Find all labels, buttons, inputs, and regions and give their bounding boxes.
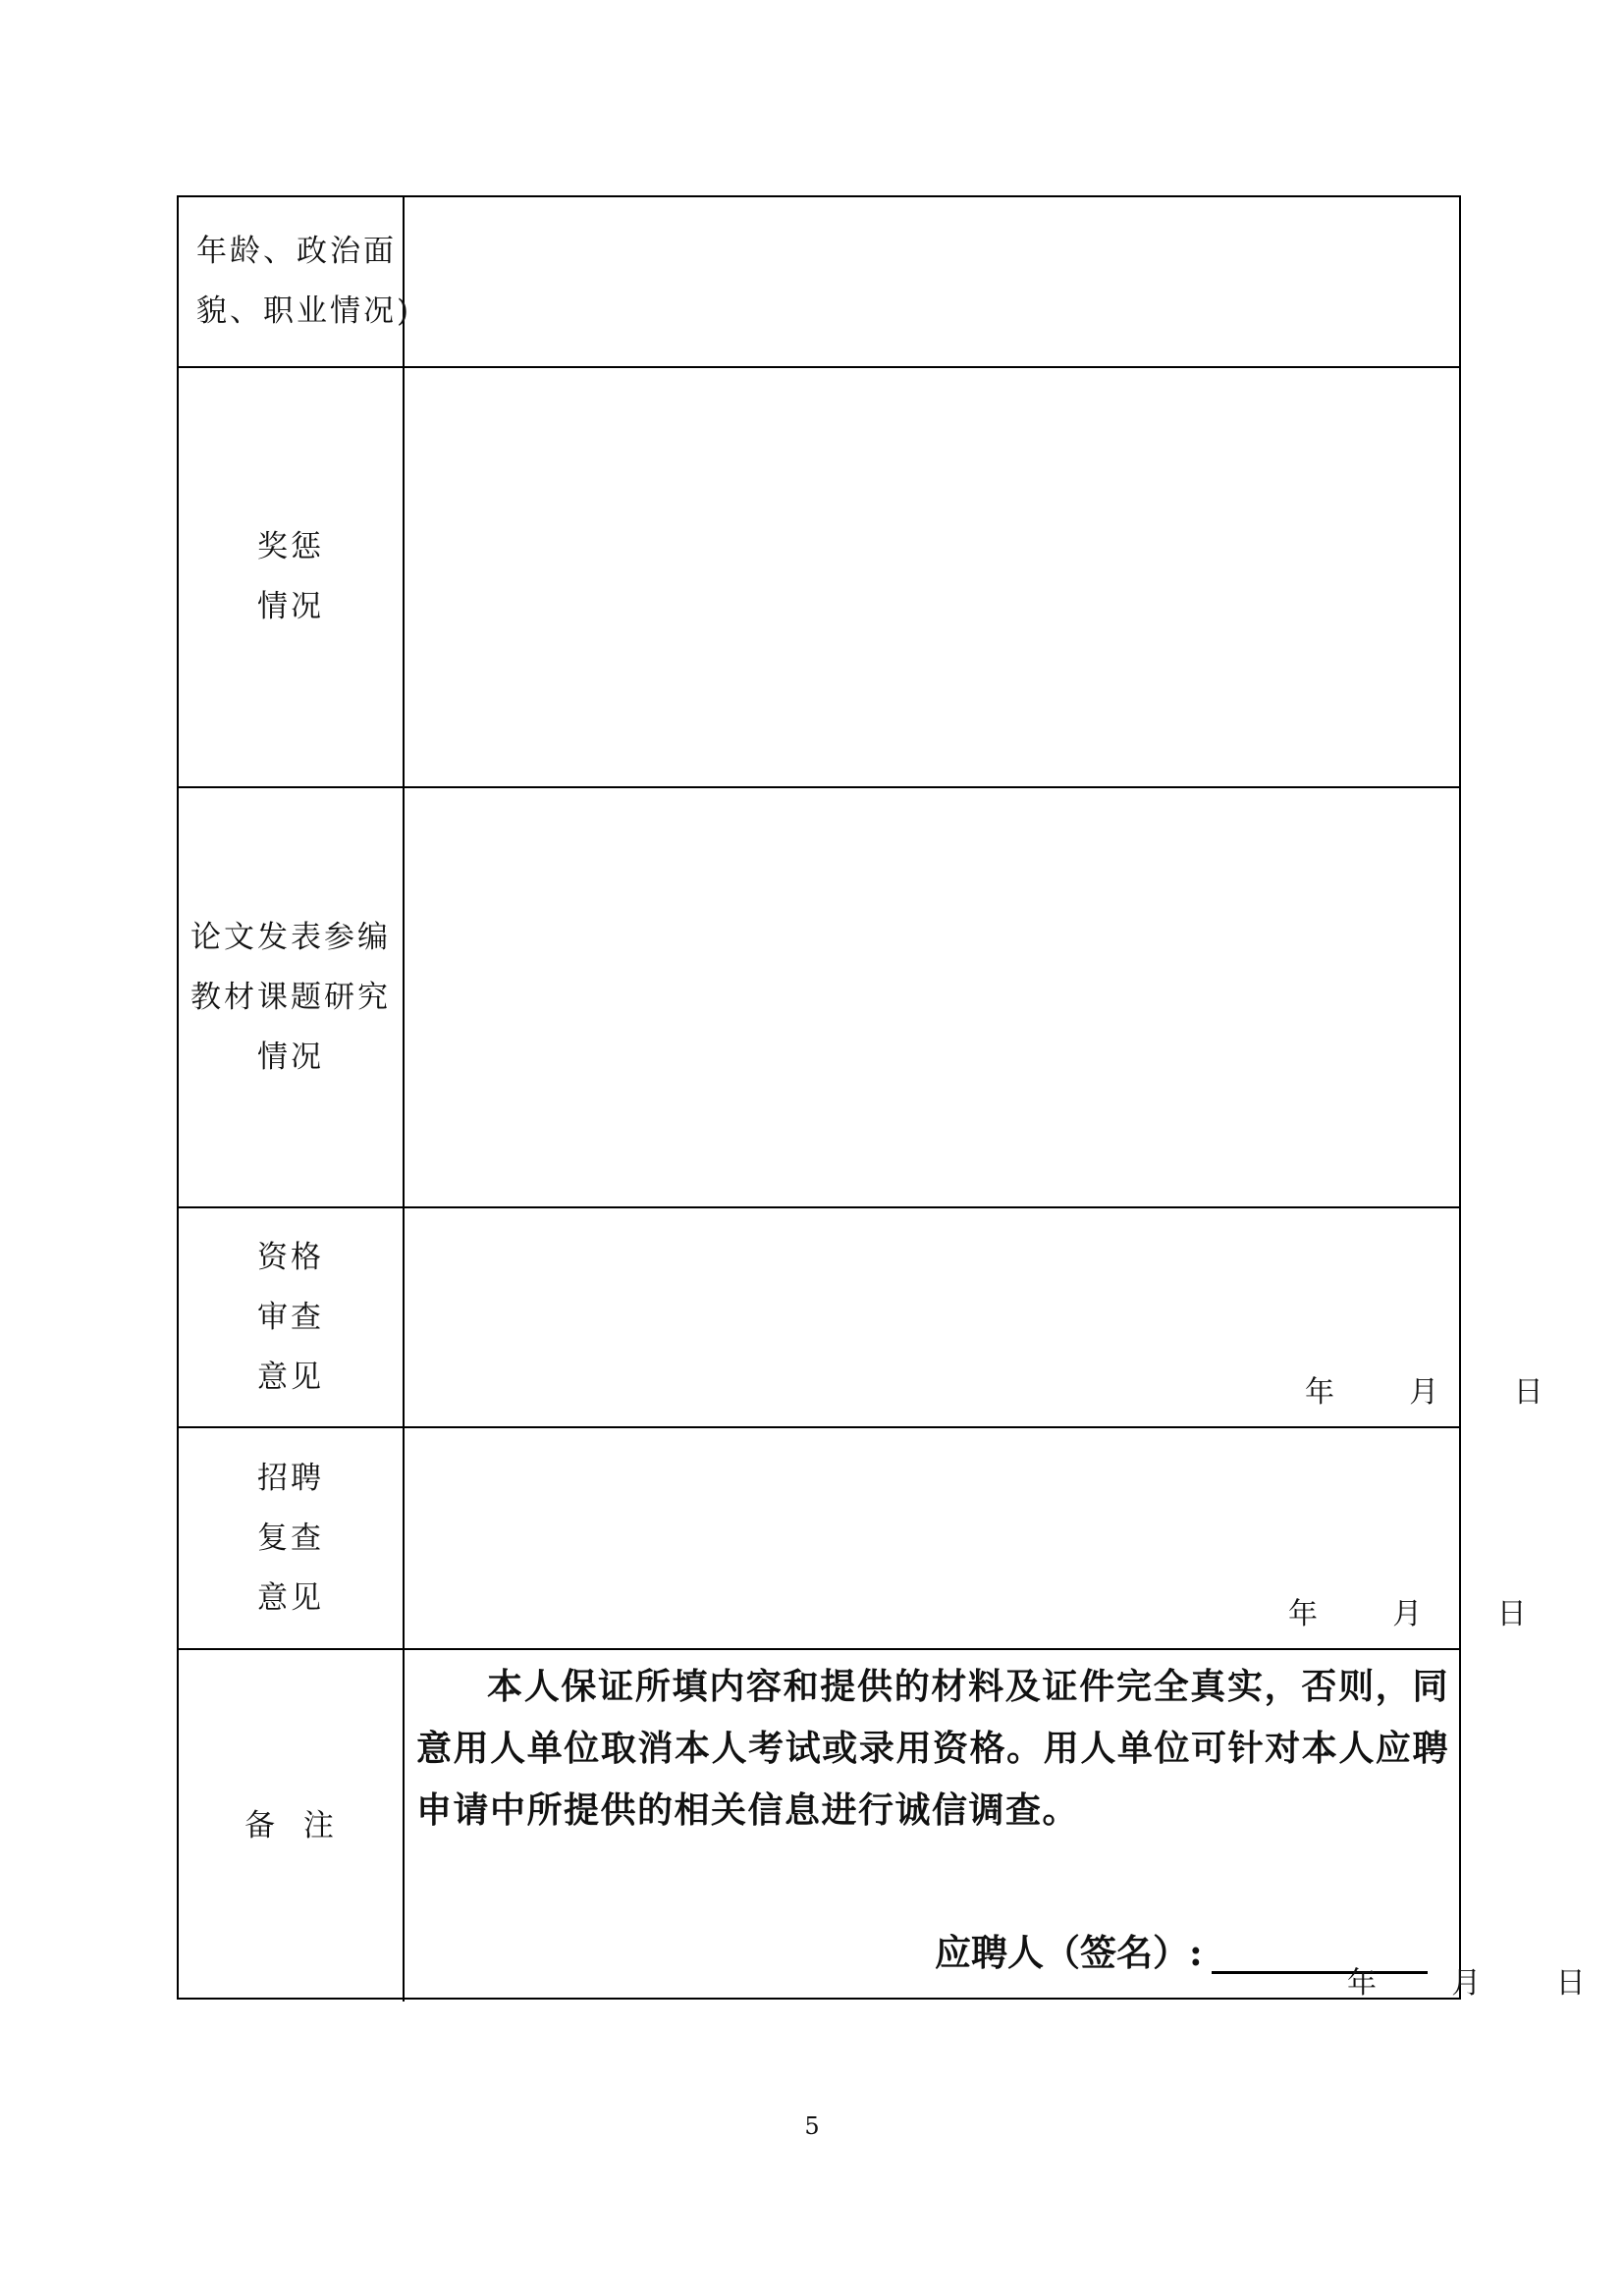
label-line: 备 注	[244, 1807, 337, 1843]
rewards-row	[179, 366, 1459, 786]
label-line: 教材课题研究	[190, 979, 391, 1015]
review-date: 年 月 日	[1305, 1375, 1543, 1410]
page-number: 5	[804, 2112, 820, 2140]
label-line: 年龄、政治面	[196, 234, 397, 269]
applicant-date: 年 月 日	[1347, 1966, 1586, 2001]
recheck-field[interactable]	[405, 1428, 1527, 1648]
family-info-label	[179, 197, 412, 366]
label-line: 貌、职业情况)	[196, 294, 412, 329]
publications-row	[179, 786, 1459, 1206]
family-info-row	[179, 197, 1459, 366]
publications-label	[179, 788, 405, 1206]
label-line: 意见	[257, 1359, 324, 1395]
remarks-row	[179, 1648, 1586, 2002]
label-line: 情况	[257, 589, 324, 624]
recheck-date: 年 月 日	[1288, 1597, 1527, 1631]
integrity-statement: 本人保证所填内容和提供的材料及证件完全真实，否则，同意用人单位取消本人考试或录用资格。用人单位可针对本人应聘申请中所提供的相关信息进行诚信调查。	[416, 1666, 1449, 1831]
qualification-review-label	[179, 1208, 405, 1426]
qualification-review-field[interactable]	[405, 1208, 1543, 1426]
family-info-field[interactable]	[405, 197, 1459, 366]
label-line: 资格	[257, 1239, 324, 1275]
applicant-signature-label: 应聘人（签名）:	[935, 1931, 1203, 1974]
label-line: 复查	[257, 1520, 324, 1556]
label-line: 论文发表参编	[190, 919, 391, 955]
publications-field[interactable]	[405, 788, 1459, 1206]
label-line: 奖惩	[257, 529, 324, 564]
application-form-table	[177, 195, 1586, 2001]
recheck-row	[179, 1426, 1527, 1648]
label-line: 情况	[257, 1039, 324, 1075]
rewards-field[interactable]	[405, 368, 1459, 786]
label-line: 意见	[257, 1579, 324, 1616]
remarks-label	[179, 1650, 405, 2002]
remarks-content	[405, 1650, 1586, 2002]
label-line: 招聘	[257, 1460, 324, 1496]
label-line: 审查	[257, 1299, 324, 1335]
rewards-label	[179, 368, 405, 786]
qualification-review-row	[179, 1206, 1543, 1426]
recheck-label	[179, 1428, 405, 1648]
